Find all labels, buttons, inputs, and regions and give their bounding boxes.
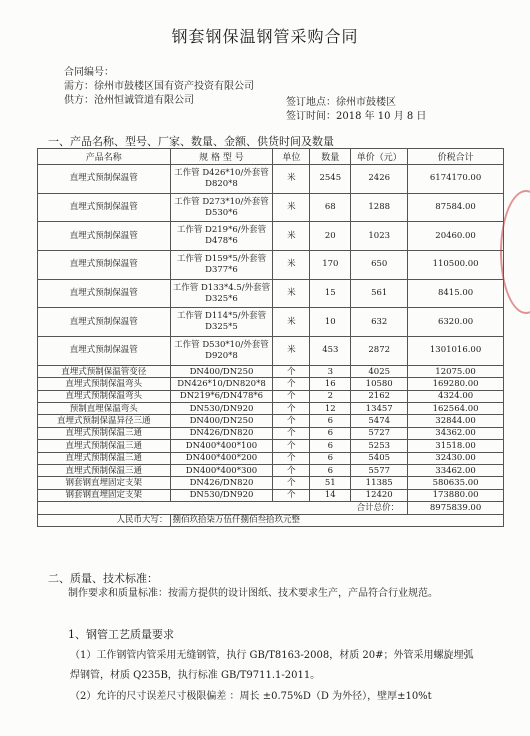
cell-unit: 个 [273, 415, 310, 427]
red-seal-stamp [500, 190, 530, 314]
cell-qty: 170 [310, 251, 351, 280]
cell-qty: 453 [310, 337, 351, 366]
cell-qty: 2 [310, 390, 351, 402]
cell-qty: 2545 [310, 165, 351, 194]
cell-total: 32844.00 [408, 415, 504, 427]
cell-name: 直埋式预制保温三通 [38, 452, 171, 464]
table-row [38, 165, 504, 194]
sub1-title: 1、钢管工艺质量要求 [68, 628, 174, 641]
cell-price: 2426 [351, 165, 408, 194]
cell-price: 1288 [351, 193, 408, 222]
table-row [38, 477, 504, 489]
cell-qty: 10 [310, 308, 351, 337]
cell-qty: 51 [310, 477, 351, 489]
cell-unit: 个 [273, 477, 310, 489]
cell-spec: DN426/DN820 [170, 477, 273, 489]
table-row [38, 440, 504, 452]
cell-price: 561 [351, 279, 408, 308]
sign-date: 签订时间：2018 年 10 月 8 日 [286, 111, 427, 122]
cell-spec: 工作管 D133*4.5/外套管 D325*6 [170, 279, 273, 308]
cell-name: 直埋式预制保温管 [38, 193, 171, 222]
cell-name: 预制直埋保温弯头 [38, 402, 171, 414]
section1-title: 一、产品名称、型号、厂家、数量、金额、供货时间及数量 [48, 135, 334, 148]
document-title: 钢套钢保温钢管采购合同 [171, 27, 359, 46]
cell-price: 10580 [351, 378, 408, 390]
cell-total: 4324.00 [408, 390, 504, 402]
col-header-qty: 数量 [310, 149, 351, 165]
section2-text: 制作要求和质量标准：按需方提供的设计图纸、技术要求生产，产品符合行业规范。 [68, 588, 438, 599]
cell-unit: 个 [273, 402, 310, 414]
table-row [38, 279, 504, 308]
cell-price: 5474 [351, 415, 408, 427]
cell-total: 12075.00 [408, 365, 504, 377]
cell-spec: DN426/DN820 [170, 427, 273, 439]
cell-spec: DN426*10/DN820*8 [170, 378, 273, 390]
cell-name: 直埋式预制保温管 [38, 308, 171, 337]
cell-spec: 工作管 D273*10/外套管 D530*6 [170, 193, 273, 222]
cell-spec: DN400/DN250 [170, 415, 273, 427]
table-row [38, 251, 504, 280]
cell-name: 直埋式预制保温管 [38, 251, 171, 280]
buyer-line: 需方：徐州市鼓楼区国有资产投资有限公司 [64, 81, 254, 92]
cell-price: 11385 [351, 477, 408, 489]
cell-total: 33462.00 [408, 464, 504, 476]
table-row [38, 415, 504, 427]
cell-unit: 米 [273, 337, 310, 366]
cell-spec: DN400/DN250 [170, 365, 273, 377]
total-value: 8975839.00 [408, 502, 504, 514]
cell-total: 173880.00 [408, 489, 504, 501]
table-header-row [38, 149, 504, 165]
cell-unit: 米 [273, 251, 310, 280]
cell-qty: 6 [310, 440, 351, 452]
cell-qty: 68 [310, 193, 351, 222]
table-row [38, 378, 504, 390]
cell-total: 110500.00 [408, 251, 504, 280]
table-row [38, 337, 504, 366]
cell-total: 34362.00 [408, 427, 504, 439]
cell-total: 6320.00 [408, 308, 504, 337]
cell-qty: 6 [310, 415, 351, 427]
table-row [38, 193, 504, 222]
table-row [38, 308, 504, 337]
cell-total: 20460.00 [408, 222, 504, 251]
sub1-item1: （1）工作钢管内管采用无缝钢管，执行 GB/T8163-2008，材质 20#；外管采用螺旋埋弧焊钢管，材质 Q235B，执行标准 GB/T9711.1-2011。 [70, 650, 474, 681]
cell-total: 87584.00 [408, 193, 504, 222]
table-row [38, 365, 504, 377]
cell-total: 8415.00 [408, 279, 504, 308]
cell-price: 2872 [351, 337, 408, 366]
cell-price: 1023 [351, 222, 408, 251]
cell-unit: 个 [273, 452, 310, 464]
cell-unit: 米 [273, 222, 310, 251]
table-row [38, 402, 504, 414]
cell-qty: 6 [310, 427, 351, 439]
cell-price: 12420 [351, 489, 408, 501]
cell-name: 直埋式预制保温管 [38, 337, 171, 366]
cell-name: 直埋式预制保温三通 [38, 427, 171, 439]
cell-spec: DN530/DN920 [170, 402, 273, 414]
rmb-label: 人民币大写： [38, 514, 171, 526]
cell-name: 直埋式预制保温管 [38, 165, 171, 194]
cell-unit: 米 [273, 308, 310, 337]
cell-name: 直埋式预制保温弯头 [38, 378, 171, 390]
table-row [38, 489, 504, 501]
cell-qty: 15 [310, 279, 351, 308]
cell-qty: 3 [310, 365, 351, 377]
cell-qty: 6 [310, 464, 351, 476]
contract-number: 合同编号： [64, 67, 114, 78]
cell-price: 5405 [351, 452, 408, 464]
cell-name: 钢套钢直埋固定支架 [38, 477, 171, 489]
cell-spec: DN400*400*300 [170, 464, 273, 476]
cell-spec: 工作管 D426*10/外套管 D820*8 [170, 165, 273, 194]
cell-price: 2162 [351, 390, 408, 402]
sub1-item2: （2）允许的尺寸误差尺寸极限偏差 ：周长 ±0.75%D（D 为外径），壁厚±10%t [70, 691, 432, 702]
cell-total: 1301016.00 [408, 337, 504, 366]
cell-price: 650 [351, 251, 408, 280]
cell-qty: 6 [310, 452, 351, 464]
cell-unit: 个 [273, 489, 310, 501]
sign-place: 签订地点：徐州市鼓楼区 [286, 97, 396, 108]
cell-spec: DN530/DN920 [170, 489, 273, 501]
cell-unit: 个 [273, 464, 310, 476]
cell-qty: 20 [310, 222, 351, 251]
cell-price: 4025 [351, 365, 408, 377]
cell-unit: 米 [273, 165, 310, 194]
col-header-total: 价税合计 [408, 149, 504, 165]
cell-price: 5253 [351, 440, 408, 452]
cell-unit: 米 [273, 193, 310, 222]
cell-spec: 工作管 D114*5/外套管 D325*5 [170, 308, 273, 337]
cell-spec: DN219*6/DN478*6 [170, 390, 273, 402]
cell-name: 直埋式预制保温管变径 [38, 365, 171, 377]
cell-spec: DN400*400*100 [170, 440, 273, 452]
cell-qty: 16 [310, 378, 351, 390]
table-row [38, 452, 504, 464]
cell-unit: 个 [273, 365, 310, 377]
product-table [37, 148, 504, 527]
cell-name: 直埋式预制保温管 [38, 279, 171, 308]
cell-qty: 12 [310, 402, 351, 414]
cell-total: 6174170.00 [408, 165, 504, 194]
cell-spec: 工作管 D219*6/外套管 D478*6 [170, 222, 273, 251]
cell-unit: 个 [273, 378, 310, 390]
cell-name: 直埋式预制保温弯头 [38, 390, 171, 402]
cell-total: 580635.00 [408, 477, 504, 489]
cell-name: 直埋式预制保温管 [38, 222, 171, 251]
table-row [38, 464, 504, 476]
cell-name: 直埋式预制保温三通 [38, 440, 171, 452]
cell-total: 31518.00 [408, 440, 504, 452]
cell-total: 162564.00 [408, 402, 504, 414]
cell-unit: 个 [273, 390, 310, 402]
table-row [38, 222, 504, 251]
cell-total: 32430.00 [408, 452, 504, 464]
table-row [38, 427, 504, 439]
cell-price: 5727 [351, 427, 408, 439]
cell-price: 5577 [351, 464, 408, 476]
col-header-unit: 单位 [273, 149, 310, 165]
cell-unit: 个 [273, 440, 310, 452]
supplier-line: 供方：沧州恒诚管道有限公司 [64, 95, 194, 106]
cell-price: 13457 [351, 402, 408, 414]
rmb-row [38, 514, 504, 526]
section2-title: 二、质量、技术标准： [48, 572, 158, 585]
col-header-price: 单价（元） [351, 149, 408, 165]
cell-name: 直埋式预制保温三通 [38, 464, 171, 476]
cell-name: 钢套钢直埋固定支架 [38, 489, 171, 501]
rmb-value: 捌佰玖拾柒万伍仟捌佰叁拾玖元整 [170, 514, 504, 526]
cell-unit: 米 [273, 279, 310, 308]
total-row [38, 502, 504, 514]
table-row [38, 390, 504, 402]
cell-spec: DN400*400*200 [170, 452, 273, 464]
cell-total: 169280.00 [408, 378, 504, 390]
col-header-spec: 规 格 型 号 [170, 149, 273, 165]
cell-spec: 工作管 D530*10/外套管 D920*8 [170, 337, 273, 366]
cell-price: 632 [351, 308, 408, 337]
cell-qty: 14 [310, 489, 351, 501]
cell-spec: 工作管 D159*5/外套管 D377*6 [170, 251, 273, 280]
cell-name: 直埋式预制保温异径三通 [38, 415, 171, 427]
cell-unit: 个 [273, 427, 310, 439]
col-header-name: 产品名称 [38, 149, 171, 165]
total-label: 合计总价： [38, 502, 408, 514]
